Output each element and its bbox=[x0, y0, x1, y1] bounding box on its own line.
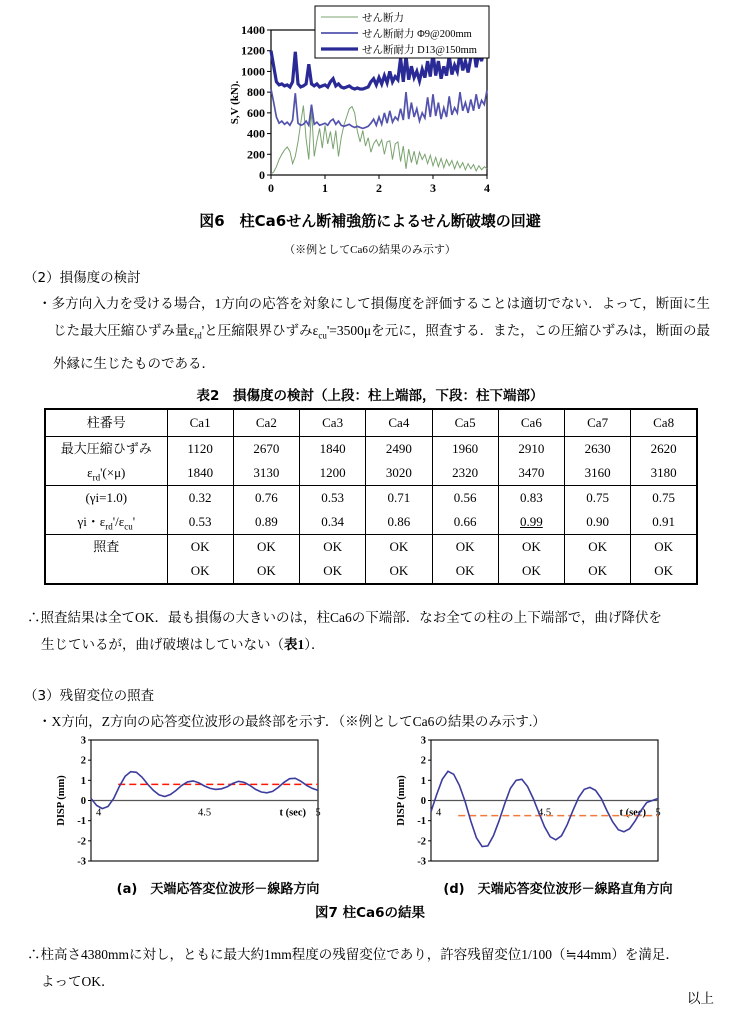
section3-heading: （3）残留変位の照査 bbox=[24, 688, 155, 704]
figure6-note: （※例としてCa6の結果のみ示す） bbox=[284, 244, 456, 256]
y-tick-label: -2 bbox=[417, 836, 426, 848]
y-tick-label: 400 bbox=[247, 126, 265, 141]
y-tick-label: 0 bbox=[80, 796, 86, 807]
table-row bbox=[45, 535, 697, 585]
table-cell: OK OK bbox=[167, 535, 233, 585]
column-header: Ca4 bbox=[366, 409, 432, 437]
damage-table bbox=[44, 408, 698, 585]
table-cell: OK OK bbox=[432, 535, 498, 585]
conclusion1-line2: 生じているが，曲げ破壊はしていない（表1）． bbox=[41, 637, 325, 652]
legend-label: せん断耐力 Φ9@200mm bbox=[362, 29, 472, 40]
x-tick-label: 4 bbox=[436, 807, 442, 819]
x-tick-label: 4 bbox=[484, 181, 490, 195]
column-header: Ca2 bbox=[233, 409, 299, 437]
y-tick-label: 3 bbox=[80, 735, 86, 747]
y-tick-label: -2 bbox=[77, 836, 86, 848]
y-tick-label: 1 bbox=[80, 775, 86, 787]
conclusion1 bbox=[27, 604, 717, 658]
x-axis-title: t (sec) bbox=[619, 807, 646, 819]
table-cell: OK OK bbox=[233, 535, 299, 585]
y-tick-label: -1 bbox=[77, 816, 86, 828]
x-tick-label: 2 bbox=[376, 181, 382, 195]
section3-paragraph: ・X方向，Z方向の応答変位波形の最終部を示す．（※例としてCa6の結果のみ示す.） bbox=[38, 714, 546, 729]
table-cell: 0.53 0.34 bbox=[300, 486, 366, 535]
y-axis-title: S,V (kN). bbox=[229, 80, 241, 125]
row-label: 照査 bbox=[45, 535, 167, 585]
table2-title: 表2 損傷度の検討（上段：柱上端部，下段：柱下端部） bbox=[196, 388, 544, 404]
y-axis-title: DISP (mm) bbox=[396, 775, 407, 826]
figure7-caption-d: (d) 天端応答変位波形－線路直角方向 bbox=[443, 882, 673, 897]
y-tick-label: 1 bbox=[420, 775, 426, 787]
x-tick-label: 3 bbox=[430, 181, 436, 195]
row-label: 最大圧縮ひずみ $\varepsilon_{rd}'(\times\mu)$ bbox=[45, 437, 167, 486]
table-cell: OK OK bbox=[565, 535, 631, 585]
column-header: Ca8 bbox=[631, 409, 697, 437]
legend-label: せん断力 bbox=[362, 13, 404, 24]
closing-text: 以上 bbox=[687, 991, 714, 1006]
y-tick-label: 2 bbox=[80, 755, 86, 767]
table-cell: OK OK bbox=[631, 535, 697, 585]
y-tick-label: -3 bbox=[417, 856, 426, 868]
table-cell: 2910 3470 bbox=[498, 437, 564, 486]
x-tick-label: 5 bbox=[655, 807, 661, 819]
table-cell: 0.71 0.86 bbox=[366, 486, 432, 535]
column-header: Ca1 bbox=[167, 409, 233, 437]
table-cell: OK OK bbox=[300, 535, 366, 585]
y-tick-label: 0 bbox=[259, 168, 265, 182]
table-cell: 2630 3160 bbox=[565, 437, 631, 486]
legend-label: せん断耐力 D13@150mm bbox=[362, 45, 477, 56]
conclusion2 bbox=[27, 941, 717, 995]
column-label-header: 柱番号 bbox=[45, 409, 167, 437]
x-tick-label: 1 bbox=[322, 181, 328, 195]
table-cell: 0.56 0.66 bbox=[432, 486, 498, 535]
disp-chart-z bbox=[393, 731, 723, 879]
y-tick-label: 200 bbox=[247, 147, 265, 162]
table-cell: 0.32 0.53 bbox=[167, 486, 233, 535]
table-header-row bbox=[45, 409, 697, 437]
table-cell: 0.75 0.91 bbox=[631, 486, 697, 535]
figure7-caption: 図7 柱Ca6の結果 bbox=[314, 905, 425, 921]
table-row bbox=[45, 486, 697, 535]
y-tick-label: 1400 bbox=[241, 23, 265, 37]
figure6-caption: 図6 柱Ca6せん断補強筋によるせん断破壊の回避 bbox=[199, 212, 541, 230]
table-cell: OK OK bbox=[366, 535, 432, 585]
y-tick-label: 0 bbox=[420, 796, 426, 807]
table-cell: 2620 3180 bbox=[631, 437, 697, 486]
table-cell: 1960 2320 bbox=[432, 437, 498, 486]
y-tick-label: 800 bbox=[247, 85, 265, 100]
figure7-caption-a: (a) 天端応答変位波形－線路方向 bbox=[116, 882, 320, 897]
shear-chart bbox=[225, 4, 497, 202]
column-header: Ca5 bbox=[432, 409, 498, 437]
x-tick-label: 4.5 bbox=[537, 807, 552, 819]
table-cell: 1840 1200 bbox=[300, 437, 366, 486]
table-cell: 1120 1840 bbox=[167, 437, 233, 486]
table-cell: 0.83 0.99 bbox=[498, 486, 564, 535]
y-axis-title: DISP (mm) bbox=[56, 775, 67, 826]
conclusion2-line1: ∴柱高さ4380mmに対し，ともに最大約1mm程度の残留変位であり，許容残留変位1/100（≒44mm）を満足． bbox=[27, 947, 679, 962]
x-tick-label: 0 bbox=[268, 181, 274, 195]
section2-paragraph: ・多方向入力を受ける場合，1方向の応答を対象にして損傷度を評価することは適切でない．よって，断面に生じた最大圧縮ひずみ量$\varepsilon_{rd}'$と圧縮限界ひずみ$\varepsilon_{cu}'=3500\mu$を元に，照査する．また，この圧縮ひずみは，断面の最外縁に生じたものである． bbox=[38, 296, 711, 371]
table-cell: 0.76 0.89 bbox=[233, 486, 299, 535]
y-tick-label: 2 bbox=[420, 755, 426, 767]
row-label: (γi=1.0) γi・$\varepsilon_{rd}'/\varepsilon_{cu}'$ bbox=[45, 486, 167, 535]
disp-chart-x bbox=[53, 731, 383, 879]
x-axis-title: t (sec) bbox=[279, 807, 306, 819]
conclusion1-line1: ∴照査結果は全てOK．最も損傷の大きいのは，柱Ca6の下端部．なお全ての柱の上下端部で，曲げ降伏を bbox=[27, 610, 662, 625]
y-tick-label: 1200 bbox=[241, 43, 265, 58]
x-tick-label: 4.5 bbox=[197, 807, 212, 819]
x-tick-label: 5 bbox=[315, 807, 321, 819]
y-tick-label: 1000 bbox=[241, 64, 265, 79]
column-header: Ca7 bbox=[565, 409, 631, 437]
table-cell: OK OK bbox=[498, 535, 564, 585]
table-cell: 2490 3020 bbox=[366, 437, 432, 486]
y-tick-label: -1 bbox=[417, 816, 426, 828]
y-tick-label: 600 bbox=[247, 105, 265, 120]
conclusion2-line2: よってOK． bbox=[41, 974, 115, 989]
y-tick-label: -3 bbox=[77, 856, 86, 868]
column-header: Ca6 bbox=[498, 409, 564, 437]
y-tick-label: 3 bbox=[420, 735, 426, 747]
x-tick-label: 4 bbox=[96, 807, 102, 819]
table-cell: 2670 3130 bbox=[233, 437, 299, 486]
column-header: Ca3 bbox=[300, 409, 366, 437]
section2-heading: （2）損傷度の検討 bbox=[24, 270, 141, 286]
table-cell: 0.75 0.90 bbox=[565, 486, 631, 535]
table-row bbox=[45, 437, 697, 486]
